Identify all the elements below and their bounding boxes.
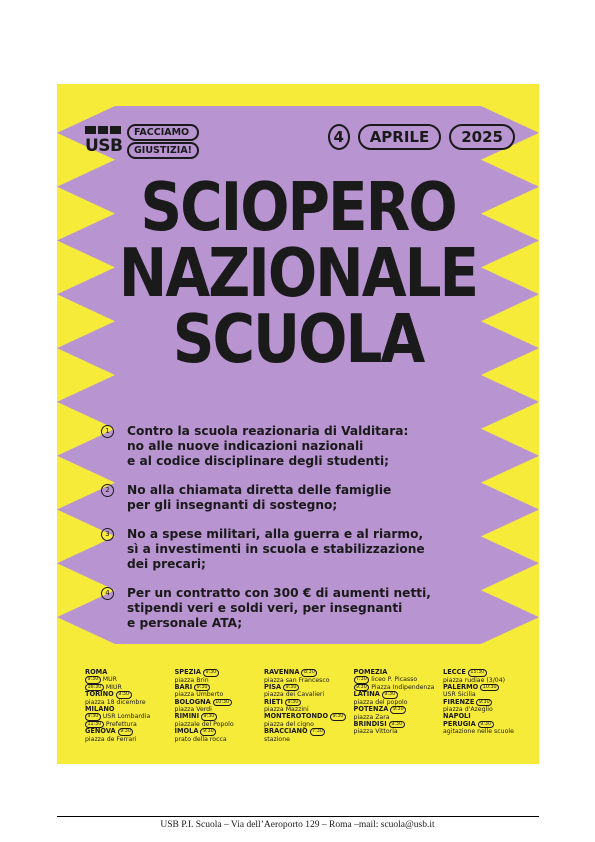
date-month: APRILE [358,124,442,150]
time-badge: 8:30 [301,669,317,677]
city-name: ROMA [85,668,108,676]
city-name: LECCE [443,668,466,676]
location-name: MUR [102,676,117,684]
time-badge: 10:30 [480,684,499,692]
time-badge: 9:30 [354,684,370,692]
location-name: piazza Umberto [174,691,224,699]
demand-number: 4 [101,587,114,600]
city-name: BRINDISI [353,719,387,728]
date-year: 2025 [449,124,515,150]
location-entry [264,736,346,743]
city-name: BOLOGNA [174,697,211,706]
strike-poster [57,84,539,764]
location-entry [354,728,436,735]
city-column [443,669,525,743]
time-badge: 9:30 [382,691,398,699]
location-name: piazza del popolo [353,698,408,706]
time-badge: 9:30 [194,684,210,692]
location-name: Prefettura [105,720,137,728]
demand-text: No a spese militari, alla guerra e al riarmo, sì a investimenti in scuola e stabilizzazione dei precari; [127,527,425,571]
location-name: prato della rocca [174,735,227,743]
location-entry [85,736,167,743]
location-name: piazza dei Cavalieri [264,691,325,699]
location-name: piazzale del Popolo [174,720,234,728]
location-name: agitazione nelle scuole [443,728,514,736]
time-badge: 9:30 [285,699,301,707]
usb-logo-bars-icon [85,126,121,134]
location-name: piazza Brin [174,676,209,684]
city-entry [85,691,167,699]
city-entry [354,669,436,676]
city-name: POTENZA [353,705,389,714]
location-name: USR Sicilia [443,691,476,699]
demand-number: 1 [101,425,114,438]
city-name: RIMINI [174,712,200,721]
location-name: Piazza Indipendenza [371,683,435,691]
time-badge: 9:30 [85,676,101,684]
demand-item [105,424,517,469]
city-name: BARI [174,682,193,691]
footer-divider [57,816,539,817]
city-column [175,669,257,743]
city-entry [85,706,167,713]
slogan [127,124,199,159]
city-name: RIETI [264,697,283,706]
demand-number: 3 [101,528,114,541]
city-name: PISA [264,682,282,691]
time-badge: 10:30 [213,699,232,707]
location-entry [85,676,167,684]
demand-text: No alla chiamata diretta delle famiglie per gli insegnanti di sostegno; [127,483,392,512]
time-badge: 9:30 [478,721,494,729]
city-name: LATINA [353,690,380,699]
location-entry [443,728,525,735]
time-badge: 9:30 [390,706,406,714]
time-badge: 9:30 [116,691,132,699]
city-column [85,669,167,743]
location-entry [175,736,257,743]
city-entry [264,728,346,736]
city-name: MONTEROTONDO [264,712,329,721]
location-name: stazione [264,735,290,743]
city-entry [175,699,257,707]
usb-logo-text: USB [85,136,123,156]
time-badge: 9:30 [330,713,346,721]
location-name: piazza d'Azeglio [443,706,493,714]
page-footer: USB P.I. Scuola – Via dell’Aeroporto 129 – Roma –mail: scuola@usb.it [160,820,435,830]
slogan-line-2: GIUSTIZIA! [127,142,199,159]
time-badge: 7:30 [354,676,370,684]
city-entry [175,728,257,736]
city-entry [264,699,346,707]
city-name: BRACCIANO [264,727,308,736]
city-entry [175,713,257,721]
demand-text: Contro la scuola reazionaria di Valditara: no alle nuove indicazioni nazionali e al codice disciplinare degli studenti; [127,424,409,468]
title-line-3: SCUOLA [172,299,424,379]
city-name: MILANO [85,705,115,714]
time-badge: 7:30 [310,728,326,736]
demand-item [105,527,517,572]
time-badge: 9:30 [85,713,101,721]
city-name: FIRENZE [443,697,475,706]
demand-number: 2 [101,484,114,497]
city-name: PERUGIA [443,719,476,728]
city-name: SPEZIA [174,668,201,676]
city-column [354,669,436,743]
city-name: RAVENNA [264,668,300,676]
city-name: NAPOLI [443,712,471,721]
location-name: MIUR [105,683,122,691]
demands-list [105,424,517,645]
title-line-1: SCIOPERO [140,167,456,247]
location-entry [85,713,167,721]
city-entry [264,684,346,692]
location-name: piazza Mazzini [264,706,309,714]
city-name: PALERMO [443,682,479,691]
location-name: piazza de Ferrari [85,735,137,743]
location-name: piazza Vittoria [353,728,398,736]
city-entry [85,669,167,676]
city-entry [443,699,525,707]
city-entry [264,713,346,721]
time-badge: 9:30 [389,721,405,729]
demand-item [105,483,517,513]
city-entry [354,706,436,714]
location-name: USR Lombardia [102,713,151,721]
city-entry [85,728,167,736]
location-name: liceo P. Picasso [371,676,418,684]
time-badge: 9:30 [283,684,299,692]
location-name: piazza 18 dicembre [85,698,146,706]
demonstration-locations [85,669,525,743]
time-badge: 9:30 [200,728,216,736]
strike-date [328,124,515,150]
usb-logo [85,126,121,158]
slogan-line-1: FACCIAMO [127,124,199,141]
city-entry [443,669,525,677]
city-entry [443,721,525,729]
city-entry [354,691,436,699]
time-badge: 15:30 [468,669,487,677]
time-badge: 9:30 [118,728,134,736]
demand-text: Per un contratto con 300 € di aumenti netti, stipendi veri e soldi veri, per insegnanti e personale ATA; [127,586,431,630]
city-name: TORINO [85,690,114,699]
city-entry [175,684,257,692]
city-entry [175,669,257,677]
city-name: POMEZIA [353,668,388,676]
time-badge: 9:30 [476,699,492,707]
city-column [264,669,346,743]
date-day: 4 [328,124,350,150]
location-name: piazza san Francesco [264,676,330,684]
time-badge: 16:30 [85,684,104,692]
demand-item [105,586,517,631]
time-badge: 9:30 [203,669,219,677]
city-entry [354,721,436,729]
location-entry [354,676,436,684]
title-line-2: NAZIONALE [118,233,478,313]
time-badge: 11:30 [85,721,104,729]
location-name: piazza Verdi [174,706,212,714]
time-badge: 9:30 [201,713,217,721]
location-name: piazza del cigno [264,720,314,728]
location-name: piazza rudiae (3/04) [443,676,506,684]
city-name: GENOVA [85,727,116,736]
city-name: IMOLA [174,727,199,736]
poster-title [57,167,539,379]
city-entry [443,684,525,692]
location-name: piazza Zara [353,713,390,721]
poster-header [85,124,515,160]
city-entry [264,669,346,677]
